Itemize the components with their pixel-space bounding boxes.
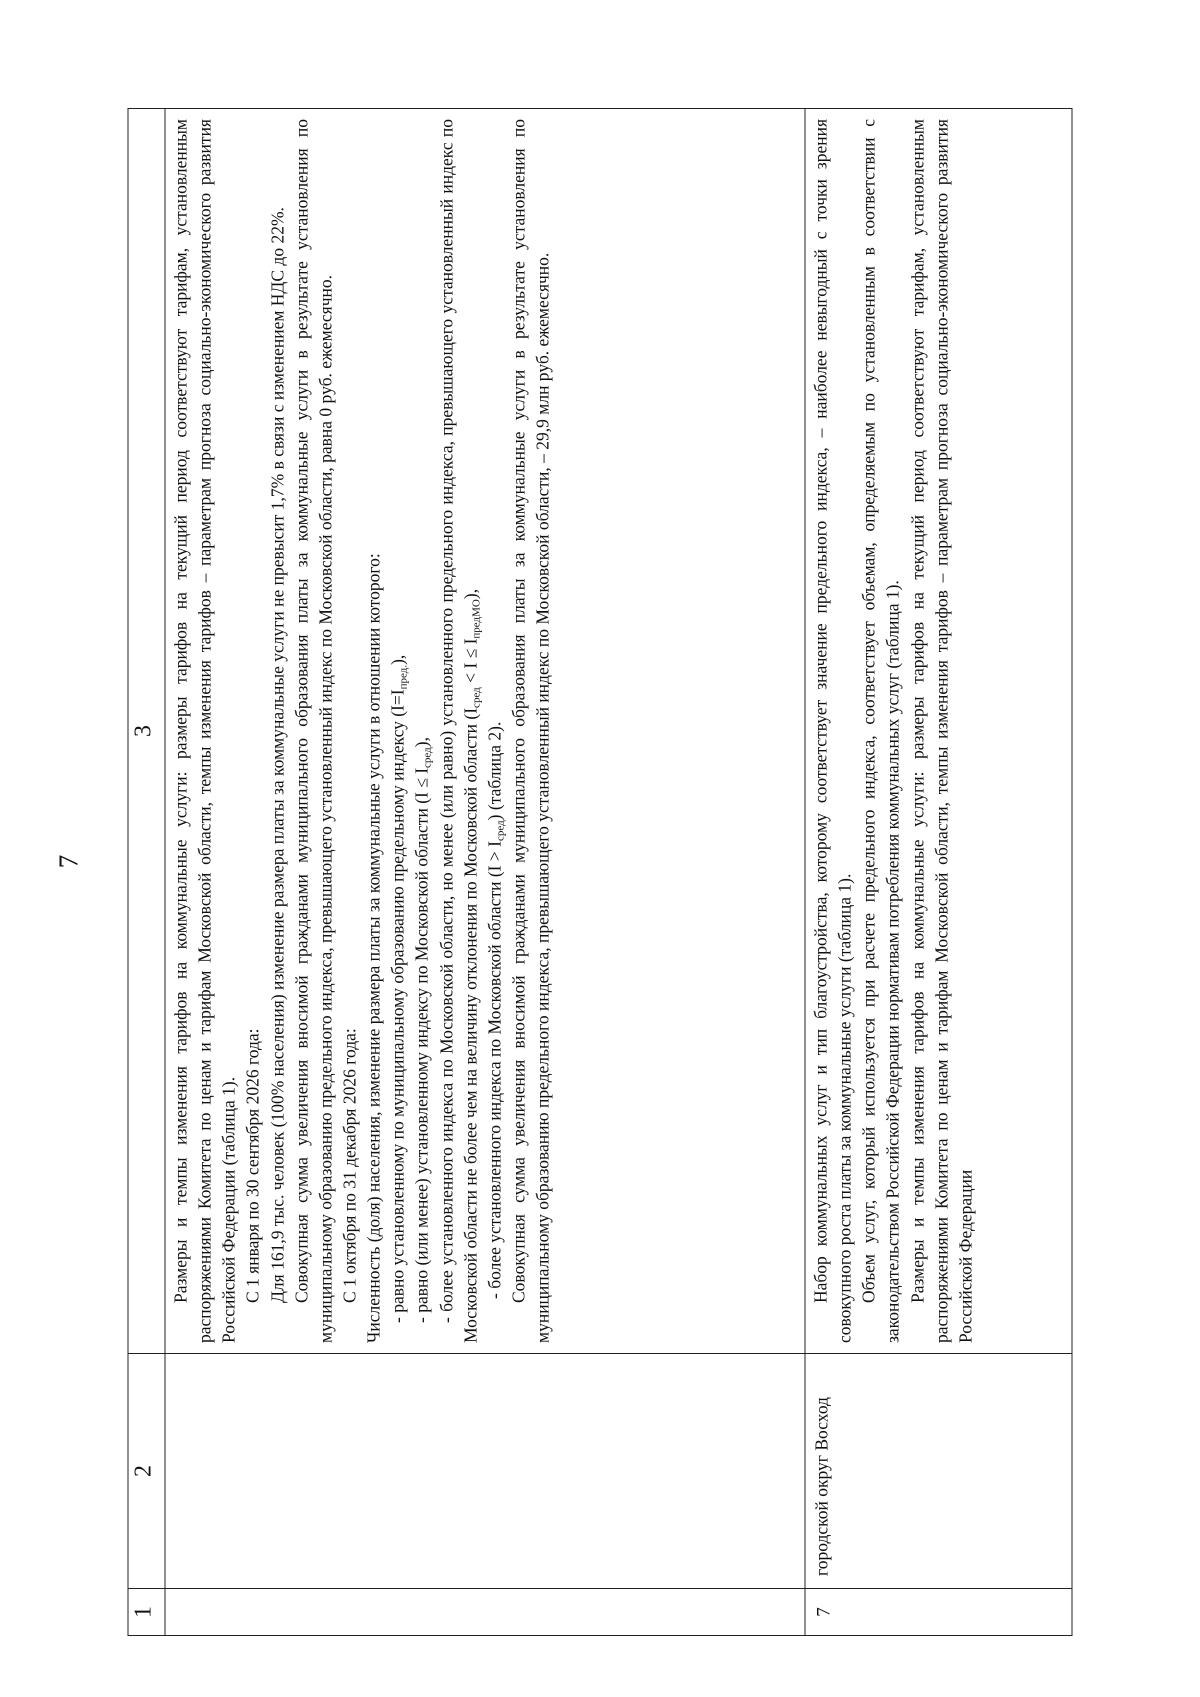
municipal-index-table bbox=[128, 108, 1073, 1636]
table-row-continuation bbox=[165, 109, 805, 1636]
table-row-7 bbox=[805, 109, 1072, 1636]
column-header-3: 3 bbox=[128, 109, 165, 1354]
row-number-cell-empty bbox=[165, 1589, 805, 1636]
paragraph-tariffs: Размеры и темпы изменения тарифов на коммунальные услуги: размеры тарифов на текущий период соответствуют тарифам, установленным распоряжениями Комитета по ценам и тарифам Московской области, темпы изменения тарифов – параметрам прогноза социально-экономического развития Российской Федерации (таблица 1). bbox=[170, 119, 239, 1343]
paragraph-service-set: Набор коммунальных услуг и тип благоустройства, которому соответствует значение предельного индекса, – наиболее невыгодный с точки зрения совокупного роста платы за коммунальные услуги (таблица 1). bbox=[810, 119, 855, 1343]
paragraph-period-1: С 1 января по 30 сентября 2026 года: bbox=[242, 1028, 263, 1303]
description-cell-row-7 bbox=[805, 109, 1072, 1354]
paragraph-population-1: Для 161,9 тыс. человек (100% населения) изменение размера платы за коммунальные услуги не превысит 1,7% в связи с изменением НДС до 22%. bbox=[267, 207, 288, 1303]
row-number-cell: 7 bbox=[805, 1589, 1072, 1636]
table-header-row bbox=[128, 109, 165, 1636]
paragraph-total-sum-1: Совокупная сумма увеличения вносимой гражданами муниципального образования платы за коммунальные услуги в результате установления по муниципальному образованию предельного индекса, превышающего установленный индекс по Московской области, равна 0 руб. ежемесячно. bbox=[291, 119, 336, 1343]
paragraph-service-volume: Объем услуг, который используется при расчете предельного индекса, соответствует объемам, определяемым по установленным в соответствии с законодательством Российской Федерации нормативам потребления коммунальных услуг (таблица 1). bbox=[858, 119, 903, 1343]
municipality-cell: городской округ Восход bbox=[805, 1354, 1072, 1589]
description-cell bbox=[165, 109, 805, 1354]
paragraph-population-share: Численность (доля) населения, изменение размера платы за коммунальные услуги в отношении которого: bbox=[363, 553, 384, 1343]
list-item-above-within-deviation: - более установленного индекса по Московской области, но менее (или равно) установленного предельного индекса, превышающего установленный индекс по Московской области не более чем на величину отклонения по Московской области $(I_{сред} < I \le I_{предМО})$, bbox=[436, 119, 483, 1343]
paragraph-period-2: С 1 октября по 31 декабря 2026 года: bbox=[339, 1028, 360, 1303]
rotated-table-page bbox=[128, 108, 1073, 1636]
list-item-equal-or-less: - равно (или менее) установленному индексу по Московской области $(I \le I_{сред})$, bbox=[411, 737, 434, 1323]
page-number: 7 bbox=[53, 854, 84, 869]
paragraph-total-sum-2: Совокупная сумма увеличения вносимой гражданами муниципального образования платы за коммунальные услуги в результате установления по муниципальному образованию предельного индекса, превышающего установленный индекс по Московской области, – 29,9 млн руб. ежемесячно. bbox=[508, 119, 553, 1343]
column-header-1: 1 bbox=[128, 1589, 165, 1636]
list-item-equal-limit: - равно установленному по муниципальному образованию предельному индексу $(I=I_{пред.})$, bbox=[387, 654, 410, 1323]
list-item-above-index: - более установленного индекса по Московской области $(I > I_{сред})$ (таблица 2). bbox=[484, 721, 507, 1299]
paragraph-tariffs-row-7: Размеры и темпы изменения тарифов на коммунальные услуги: размеры тарифов на текущий период соответствуют тарифам, установленным распоряжениями Комитета по ценам и тарифам Московской области, темпы изменения тарифов – параметрам прогноза социально-экономического развития Российской Федерации bbox=[907, 119, 976, 1343]
column-header-2: 2 bbox=[128, 1354, 165, 1589]
municipality-cell-empty bbox=[165, 1354, 805, 1589]
